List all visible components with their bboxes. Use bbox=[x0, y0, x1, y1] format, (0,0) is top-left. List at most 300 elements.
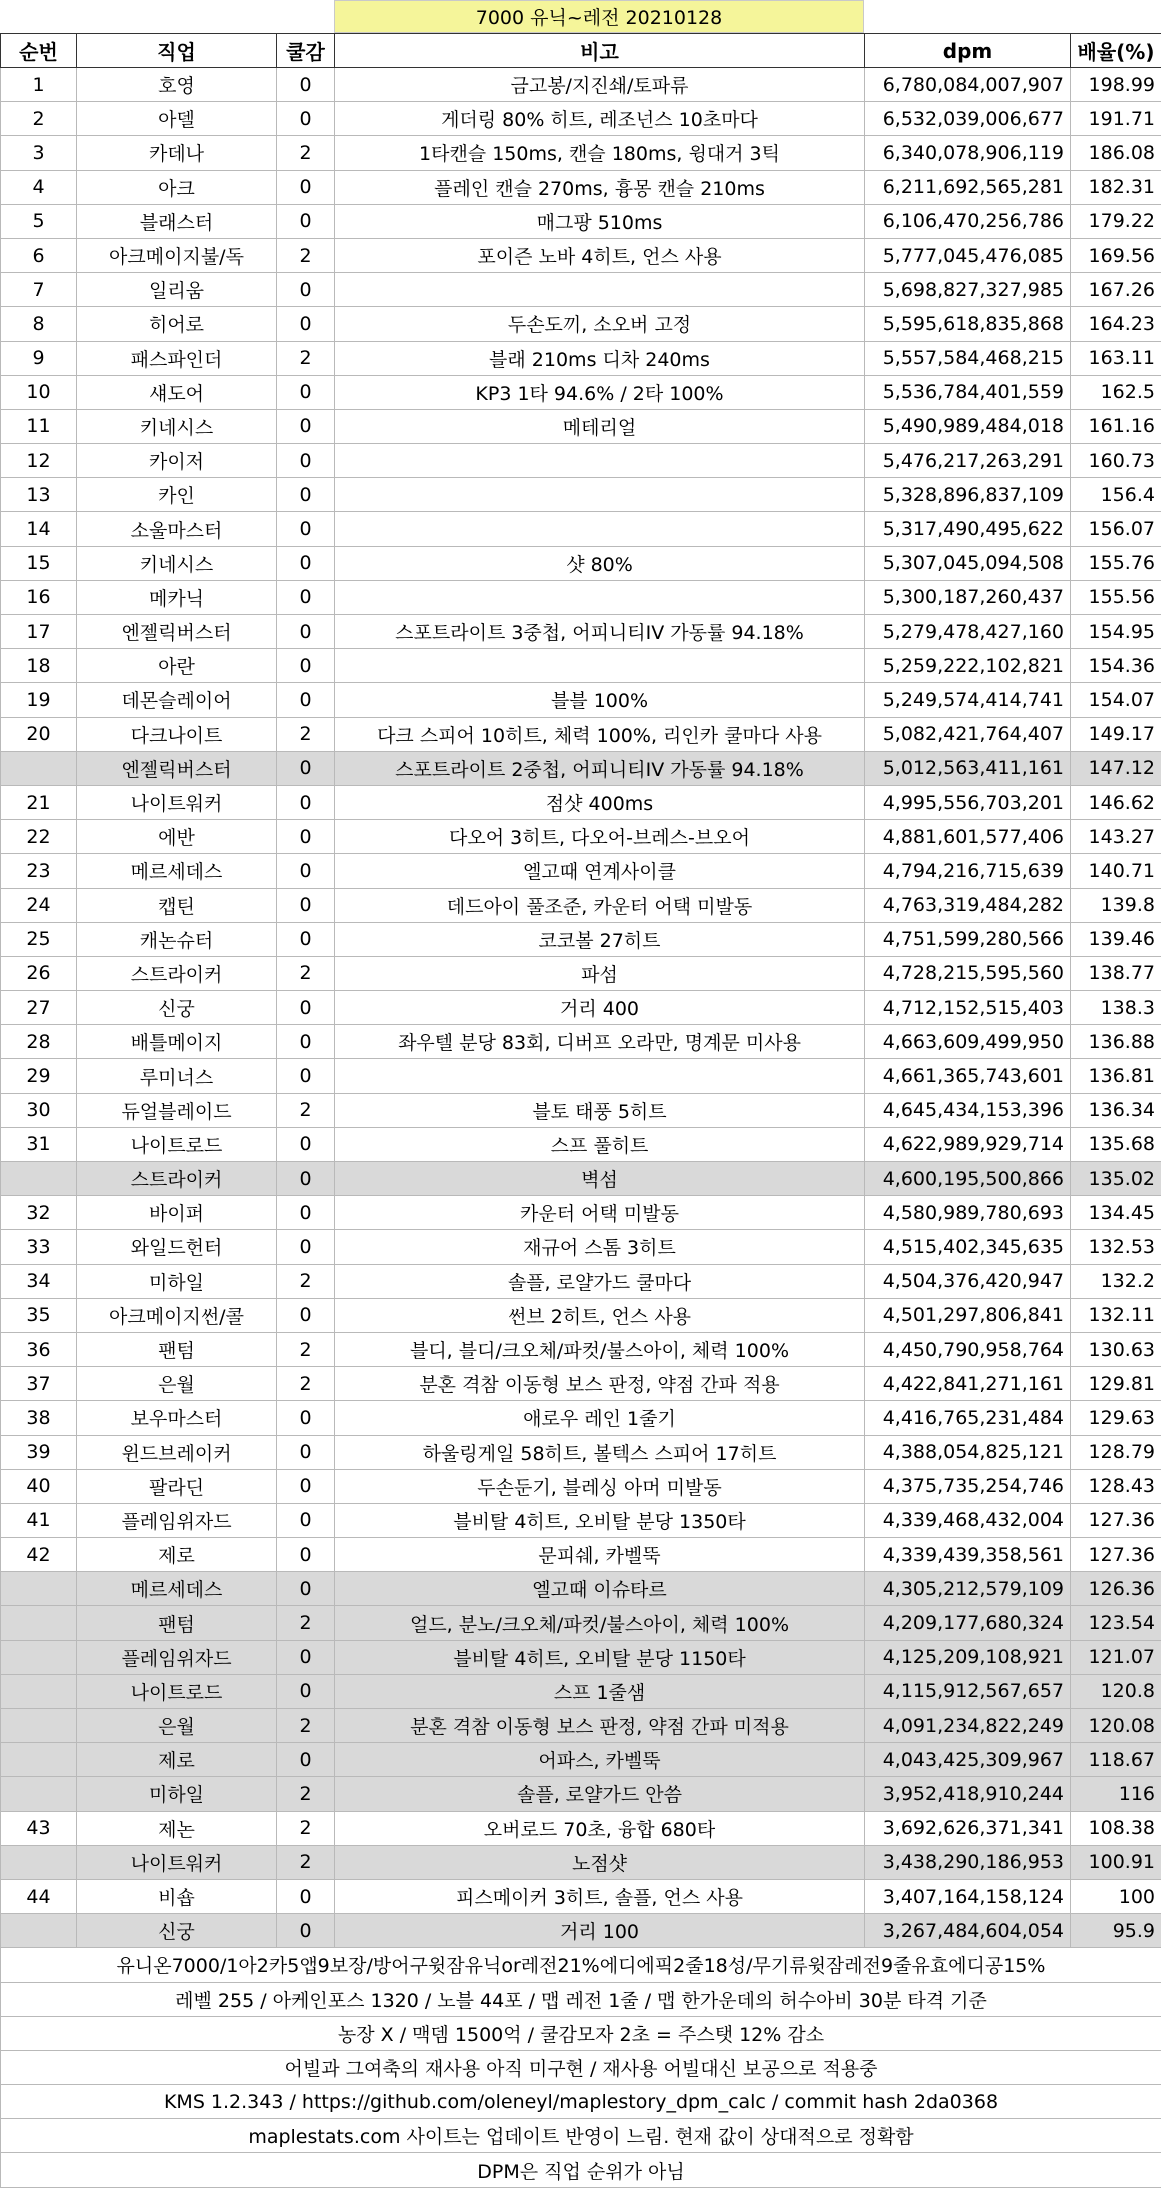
note-cell[interactable]: 하울링게일 58히트, 볼텍스 스피어 17히트 bbox=[335, 1435, 865, 1469]
footnote-text[interactable]: maplestats.com 사이트는 업데이트 반영이 느림. 현재 값이 상대적으로 정확함 bbox=[1, 2119, 1161, 2153]
job-cell[interactable]: 팬텀 bbox=[77, 1606, 277, 1640]
rank-cell[interactable] bbox=[1, 1572, 77, 1606]
job-cell[interactable]: 카인 bbox=[77, 478, 277, 512]
note-cell[interactable]: 스프 풀히트 bbox=[335, 1127, 865, 1161]
rank-cell[interactable]: 16 bbox=[1, 580, 77, 614]
dpm-cell[interactable]: 5,082,421,764,407 bbox=[865, 717, 1071, 751]
ratio-cell[interactable]: 100 bbox=[1071, 1879, 1161, 1913]
rank-cell[interactable]: 19 bbox=[1, 683, 77, 717]
note-cell[interactable]: 엘고때 연계사이클 bbox=[335, 854, 865, 888]
cooldown-cell[interactable]: 2 bbox=[277, 1093, 335, 1127]
dpm-cell[interactable]: 4,501,297,806,841 bbox=[865, 1298, 1071, 1332]
job-cell[interactable]: 스트라이커 bbox=[77, 1162, 277, 1196]
footnote-text[interactable]: DPM은 직업 순위가 아님 bbox=[1, 2153, 1161, 2187]
job-cell[interactable]: 아크메이지썬/콜 bbox=[77, 1298, 277, 1332]
job-cell[interactable]: 데몬슬레이어 bbox=[77, 683, 277, 717]
ratio-cell[interactable]: 123.54 bbox=[1071, 1606, 1161, 1640]
rank-cell[interactable] bbox=[1, 1162, 77, 1196]
dpm-cell[interactable]: 4,515,402,345,635 bbox=[865, 1230, 1071, 1264]
rank-cell[interactable]: 28 bbox=[1, 1025, 77, 1059]
job-cell[interactable]: 제로 bbox=[77, 1538, 277, 1572]
ratio-cell[interactable]: 128.79 bbox=[1071, 1435, 1161, 1469]
dpm-cell[interactable]: 4,712,152,515,403 bbox=[865, 991, 1071, 1025]
dpm-cell[interactable]: 4,622,989,929,714 bbox=[865, 1127, 1071, 1161]
job-cell[interactable]: 아크 bbox=[77, 170, 277, 204]
cooldown-cell[interactable]: 2 bbox=[277, 1606, 335, 1640]
cooldown-cell[interactable]: 0 bbox=[277, 1914, 335, 1948]
cooldown-cell[interactable]: 0 bbox=[277, 444, 335, 478]
job-cell[interactable]: 아란 bbox=[77, 649, 277, 683]
job-cell[interactable]: 제로 bbox=[77, 1743, 277, 1777]
cooldown-cell[interactable]: 0 bbox=[277, 751, 335, 785]
rank-cell[interactable]: 27 bbox=[1, 991, 77, 1025]
ratio-cell[interactable]: 154.07 bbox=[1071, 683, 1161, 717]
ratio-cell[interactable]: 198.99 bbox=[1071, 68, 1161, 102]
note-cell[interactable]: 블블 100% bbox=[335, 683, 865, 717]
note-cell[interactable]: 재규어 스톰 3히트 bbox=[335, 1230, 865, 1264]
rank-cell[interactable] bbox=[1, 1914, 77, 1948]
dpm-cell[interactable]: 5,328,896,837,109 bbox=[865, 478, 1071, 512]
rank-cell[interactable]: 24 bbox=[1, 888, 77, 922]
dpm-cell[interactable]: 5,307,045,094,508 bbox=[865, 546, 1071, 580]
cooldown-cell[interactable]: 0 bbox=[277, 785, 335, 819]
rank-cell[interactable]: 29 bbox=[1, 1059, 77, 1093]
ratio-cell[interactable]: 128.43 bbox=[1071, 1469, 1161, 1503]
note-cell[interactable]: 금고봉/지진쇄/토파류 bbox=[335, 68, 865, 102]
job-cell[interactable]: 캡틴 bbox=[77, 888, 277, 922]
footnote-text[interactable]: 어빌과 그여축의 재사용 아직 미구현 / 재사용 어빌대신 보공으로 적용중 bbox=[1, 2050, 1161, 2084]
job-cell[interactable]: 에반 bbox=[77, 820, 277, 854]
rank-cell[interactable]: 26 bbox=[1, 956, 77, 990]
note-cell[interactable]: 엘고때 이슈타르 bbox=[335, 1572, 865, 1606]
note-cell[interactable]: 점샷 400ms bbox=[335, 785, 865, 819]
note-cell[interactable]: 피스메이커 3히트, 솔플, 언스 사용 bbox=[335, 1879, 865, 1913]
ratio-cell[interactable]: 100.91 bbox=[1071, 1845, 1161, 1879]
ratio-cell[interactable]: 156.07 bbox=[1071, 512, 1161, 546]
cooldown-cell[interactable]: 0 bbox=[277, 512, 335, 546]
dpm-cell[interactable]: 5,698,827,327,985 bbox=[865, 273, 1071, 307]
job-cell[interactable]: 미하일 bbox=[77, 1777, 277, 1811]
rank-cell[interactable]: 42 bbox=[1, 1538, 77, 1572]
ratio-cell[interactable]: 191.71 bbox=[1071, 102, 1161, 136]
dpm-cell[interactable]: 4,305,212,579,109 bbox=[865, 1572, 1071, 1606]
dpm-cell[interactable]: 4,794,216,715,639 bbox=[865, 854, 1071, 888]
ratio-cell[interactable]: 161.16 bbox=[1071, 409, 1161, 443]
dpm-cell[interactable]: 4,125,209,108,921 bbox=[865, 1640, 1071, 1674]
rank-cell[interactable] bbox=[1, 1743, 77, 1777]
ratio-cell[interactable]: 169.56 bbox=[1071, 238, 1161, 272]
note-cell[interactable]: 블비탈 4히트, 오비탈 분당 1150타 bbox=[335, 1640, 865, 1674]
rank-cell[interactable]: 17 bbox=[1, 615, 77, 649]
ratio-cell[interactable]: 156.4 bbox=[1071, 478, 1161, 512]
dpm-cell[interactable]: 5,557,584,468,215 bbox=[865, 341, 1071, 375]
dpm-cell[interactable]: 4,209,177,680,324 bbox=[865, 1606, 1071, 1640]
cooldown-cell[interactable]: 0 bbox=[277, 1401, 335, 1435]
note-cell[interactable]: 거리 100 bbox=[335, 1914, 865, 1948]
cooldown-cell[interactable]: 0 bbox=[277, 102, 335, 136]
rank-cell[interactable] bbox=[1, 1606, 77, 1640]
job-cell[interactable]: 제논 bbox=[77, 1811, 277, 1845]
job-cell[interactable]: 플레임위자드 bbox=[77, 1640, 277, 1674]
job-cell[interactable]: 미하일 bbox=[77, 1264, 277, 1298]
job-cell[interactable]: 카데나 bbox=[77, 136, 277, 170]
ratio-cell[interactable]: 155.76 bbox=[1071, 546, 1161, 580]
rank-cell[interactable]: 7 bbox=[1, 273, 77, 307]
job-cell[interactable]: 패스파인더 bbox=[77, 341, 277, 375]
ratio-cell[interactable]: 120.8 bbox=[1071, 1674, 1161, 1708]
cooldown-cell[interactable]: 0 bbox=[277, 991, 335, 1025]
note-cell[interactable]: 거리 400 bbox=[335, 991, 865, 1025]
dpm-cell[interactable]: 4,645,434,153,396 bbox=[865, 1093, 1071, 1127]
cooldown-cell[interactable]: 2 bbox=[277, 1709, 335, 1743]
dpm-cell[interactable]: 3,438,290,186,953 bbox=[865, 1845, 1071, 1879]
rank-cell[interactable]: 12 bbox=[1, 444, 77, 478]
ratio-cell[interactable]: 146.62 bbox=[1071, 785, 1161, 819]
rank-cell[interactable]: 23 bbox=[1, 854, 77, 888]
job-cell[interactable]: 일리움 bbox=[77, 273, 277, 307]
cooldown-cell[interactable]: 0 bbox=[277, 1674, 335, 1708]
ratio-cell[interactable]: 139.8 bbox=[1071, 888, 1161, 922]
dpm-cell[interactable]: 5,317,490,495,622 bbox=[865, 512, 1071, 546]
rank-cell[interactable] bbox=[1, 1777, 77, 1811]
job-cell[interactable]: 메카닉 bbox=[77, 580, 277, 614]
job-cell[interactable]: 나이트로드 bbox=[77, 1127, 277, 1161]
cooldown-cell[interactable]: 0 bbox=[277, 888, 335, 922]
cooldown-cell[interactable]: 0 bbox=[277, 820, 335, 854]
job-cell[interactable]: 바이퍼 bbox=[77, 1196, 277, 1230]
dpm-cell[interactable]: 5,279,478,427,160 bbox=[865, 615, 1071, 649]
note-cell[interactable]: 포이즌 노바 4히트, 언스 사용 bbox=[335, 238, 865, 272]
cooldown-cell[interactable]: 0 bbox=[277, 1025, 335, 1059]
job-cell[interactable]: 메르세데스 bbox=[77, 1572, 277, 1606]
dpm-cell[interactable]: 4,339,439,358,561 bbox=[865, 1538, 1071, 1572]
dpm-cell[interactable]: 4,339,468,432,004 bbox=[865, 1503, 1071, 1537]
sheet-title[interactable]: 7000 유닉~레전 20210128 bbox=[334, 0, 864, 33]
cooldown-cell[interactable]: 0 bbox=[277, 1743, 335, 1777]
ratio-cell[interactable]: 132.11 bbox=[1071, 1298, 1161, 1332]
job-cell[interactable]: 아델 bbox=[77, 102, 277, 136]
cooldown-cell[interactable]: 2 bbox=[277, 1811, 335, 1845]
job-cell[interactable]: 보우마스터 bbox=[77, 1401, 277, 1435]
job-cell[interactable]: 메르세데스 bbox=[77, 854, 277, 888]
dpm-cell[interactable]: 5,777,045,476,085 bbox=[865, 238, 1071, 272]
ratio-cell[interactable]: 155.56 bbox=[1071, 580, 1161, 614]
rank-cell[interactable] bbox=[1, 1709, 77, 1743]
note-cell[interactable]: 다크 스피어 10히트, 체력 100%, 리인카 쿨마다 사용 bbox=[335, 717, 865, 751]
cooldown-cell[interactable]: 2 bbox=[277, 341, 335, 375]
ratio-cell[interactable]: 163.11 bbox=[1071, 341, 1161, 375]
note-cell[interactable]: 블디, 블디/크오체/파컷/불스아이, 체력 100% bbox=[335, 1332, 865, 1366]
cooldown-cell[interactable]: 2 bbox=[277, 1367, 335, 1401]
ratio-cell[interactable]: 118.67 bbox=[1071, 1743, 1161, 1777]
rank-cell[interactable]: 15 bbox=[1, 546, 77, 580]
rank-cell[interactable]: 31 bbox=[1, 1127, 77, 1161]
note-cell[interactable]: 블비탈 4히트, 오비탈 분당 1350타 bbox=[335, 1503, 865, 1537]
dpm-cell[interactable]: 4,661,365,743,601 bbox=[865, 1059, 1071, 1093]
ratio-cell[interactable]: 186.08 bbox=[1071, 136, 1161, 170]
cooldown-cell[interactable]: 0 bbox=[277, 546, 335, 580]
ratio-cell[interactable]: 120.08 bbox=[1071, 1709, 1161, 1743]
job-cell[interactable]: 와일드헌터 bbox=[77, 1230, 277, 1264]
rank-cell[interactable]: 40 bbox=[1, 1469, 77, 1503]
note-cell[interactable]: 데드아이 풀조준, 카운터 어택 미발동 bbox=[335, 888, 865, 922]
ratio-cell[interactable]: 108.38 bbox=[1071, 1811, 1161, 1845]
rank-cell[interactable]: 8 bbox=[1, 307, 77, 341]
ratio-cell[interactable]: 143.27 bbox=[1071, 820, 1161, 854]
note-cell[interactable] bbox=[335, 649, 865, 683]
ratio-cell[interactable]: 129.63 bbox=[1071, 1401, 1161, 1435]
rank-cell[interactable]: 10 bbox=[1, 375, 77, 409]
cooldown-cell[interactable]: 0 bbox=[277, 1640, 335, 1674]
dpm-cell[interactable]: 4,751,599,280,566 bbox=[865, 922, 1071, 956]
dpm-cell[interactable]: 5,249,574,414,741 bbox=[865, 683, 1071, 717]
cooldown-cell[interactable]: 0 bbox=[277, 478, 335, 512]
cooldown-cell[interactable]: 0 bbox=[277, 1127, 335, 1161]
rank-cell[interactable]: 2 bbox=[1, 102, 77, 136]
job-cell[interactable]: 비숍 bbox=[77, 1879, 277, 1913]
job-cell[interactable]: 다크나이트 bbox=[77, 717, 277, 751]
cooldown-cell[interactable]: 2 bbox=[277, 1777, 335, 1811]
ratio-cell[interactable]: 182.31 bbox=[1071, 170, 1161, 204]
note-cell[interactable] bbox=[335, 273, 865, 307]
header-dpm[interactable]: dpm bbox=[865, 34, 1071, 68]
job-cell[interactable]: 윈드브레이커 bbox=[77, 1435, 277, 1469]
cooldown-cell[interactable]: 0 bbox=[277, 170, 335, 204]
job-cell[interactable]: 나이트워커 bbox=[77, 1845, 277, 1879]
job-cell[interactable]: 히어로 bbox=[77, 307, 277, 341]
note-cell[interactable] bbox=[335, 580, 865, 614]
dpm-cell[interactable]: 5,536,784,401,559 bbox=[865, 375, 1071, 409]
rank-cell[interactable]: 22 bbox=[1, 820, 77, 854]
rank-cell[interactable]: 11 bbox=[1, 409, 77, 443]
rank-cell[interactable]: 25 bbox=[1, 922, 77, 956]
ratio-cell[interactable]: 149.17 bbox=[1071, 717, 1161, 751]
note-cell[interactable]: 게더링 80% 히트, 레조넌스 10초마다 bbox=[335, 102, 865, 136]
dpm-cell[interactable]: 5,259,222,102,821 bbox=[865, 649, 1071, 683]
dpm-cell[interactable]: 4,763,319,484,282 bbox=[865, 888, 1071, 922]
ratio-cell[interactable]: 154.95 bbox=[1071, 615, 1161, 649]
dpm-cell[interactable]: 5,490,989,484,018 bbox=[865, 409, 1071, 443]
rank-cell[interactable]: 34 bbox=[1, 1264, 77, 1298]
header-ratio[interactable]: 배율(%) bbox=[1071, 34, 1161, 68]
job-cell[interactable]: 블래스터 bbox=[77, 204, 277, 238]
cooldown-cell[interactable]: 0 bbox=[277, 580, 335, 614]
cooldown-cell[interactable]: 0 bbox=[277, 1162, 335, 1196]
header-rank[interactable]: 순번 bbox=[1, 34, 77, 68]
dpm-cell[interactable]: 6,340,078,906,119 bbox=[865, 136, 1071, 170]
job-cell[interactable]: 엔젤릭버스터 bbox=[77, 751, 277, 785]
dpm-cell[interactable]: 4,995,556,703,201 bbox=[865, 785, 1071, 819]
note-cell[interactable]: 얼드, 분노/크오체/파컷/불스아이, 체력 100% bbox=[335, 1606, 865, 1640]
dpm-cell[interactable]: 4,043,425,309,967 bbox=[865, 1743, 1071, 1777]
dpm-cell[interactable]: 6,780,084,007,907 bbox=[865, 68, 1071, 102]
rank-cell[interactable]: 43 bbox=[1, 1811, 77, 1845]
note-cell[interactable]: 스프 1줄샘 bbox=[335, 1674, 865, 1708]
dpm-cell[interactable]: 5,012,563,411,161 bbox=[865, 751, 1071, 785]
rank-cell[interactable]: 13 bbox=[1, 478, 77, 512]
cooldown-cell[interactable]: 0 bbox=[277, 1435, 335, 1469]
ratio-cell[interactable]: 167.26 bbox=[1071, 273, 1161, 307]
note-cell[interactable]: 블토 태풍 5히트 bbox=[335, 1093, 865, 1127]
ratio-cell[interactable]: 126.36 bbox=[1071, 1572, 1161, 1606]
note-cell[interactable]: 두손도끼, 소오버 고정 bbox=[335, 307, 865, 341]
rank-cell[interactable]: 30 bbox=[1, 1093, 77, 1127]
dpm-cell[interactable]: 3,407,164,158,124 bbox=[865, 1879, 1071, 1913]
cooldown-cell[interactable]: 0 bbox=[277, 1469, 335, 1503]
dpm-cell[interactable]: 4,600,195,500,866 bbox=[865, 1162, 1071, 1196]
cooldown-cell[interactable]: 0 bbox=[277, 409, 335, 443]
dpm-cell[interactable]: 4,388,054,825,121 bbox=[865, 1435, 1071, 1469]
job-cell[interactable]: 나이트워커 bbox=[77, 785, 277, 819]
job-cell[interactable]: 스트라이커 bbox=[77, 956, 277, 990]
note-cell[interactable]: 솔플, 로얄가드 쿨마다 bbox=[335, 1264, 865, 1298]
dpm-cell[interactable]: 6,106,470,256,786 bbox=[865, 204, 1071, 238]
note-cell[interactable]: 썬브 2히트, 언스 사용 bbox=[335, 1298, 865, 1332]
cooldown-cell[interactable]: 2 bbox=[277, 1264, 335, 1298]
rank-cell[interactable] bbox=[1, 1640, 77, 1674]
cooldown-cell[interactable]: 2 bbox=[277, 238, 335, 272]
job-cell[interactable]: 소울마스터 bbox=[77, 512, 277, 546]
job-cell[interactable]: 카이저 bbox=[77, 444, 277, 478]
footnote-text[interactable]: 유니온7000/1아2카5앱9보장/방어구윗잠유닉or레전21%에디에픽2줄18성/무기류윗잠레전9줄유효에디공15% bbox=[1, 1948, 1161, 1982]
note-cell[interactable]: 1타캔슬 150ms, 캔슬 180ms, 윙대거 3틱 bbox=[335, 136, 865, 170]
note-cell[interactable]: 좌우텔 분당 83회, 디버프 오라만, 명계문 미사용 bbox=[335, 1025, 865, 1059]
job-cell[interactable]: 루미너스 bbox=[77, 1059, 277, 1093]
ratio-cell[interactable]: 95.9 bbox=[1071, 1914, 1161, 1948]
dpm-cell[interactable]: 4,091,234,822,249 bbox=[865, 1709, 1071, 1743]
job-cell[interactable]: 나이트로드 bbox=[77, 1674, 277, 1708]
note-cell[interactable]: 애로우 레인 1줄기 bbox=[335, 1401, 865, 1435]
ratio-cell[interactable]: 121.07 bbox=[1071, 1640, 1161, 1674]
job-cell[interactable]: 신궁 bbox=[77, 1914, 277, 1948]
note-cell[interactable] bbox=[335, 478, 865, 512]
dpm-cell[interactable]: 4,580,989,780,693 bbox=[865, 1196, 1071, 1230]
job-cell[interactable]: 팔라딘 bbox=[77, 1469, 277, 1503]
dpm-cell[interactable]: 6,532,039,006,677 bbox=[865, 102, 1071, 136]
rank-cell[interactable]: 33 bbox=[1, 1230, 77, 1264]
rank-cell[interactable]: 35 bbox=[1, 1298, 77, 1332]
cooldown-cell[interactable]: 0 bbox=[277, 1538, 335, 1572]
job-cell[interactable]: 신궁 bbox=[77, 991, 277, 1025]
ratio-cell[interactable]: 160.73 bbox=[1071, 444, 1161, 478]
cooldown-cell[interactable]: 0 bbox=[277, 68, 335, 102]
dpm-cell[interactable]: 5,476,217,263,291 bbox=[865, 444, 1071, 478]
rank-cell[interactable]: 38 bbox=[1, 1401, 77, 1435]
ratio-cell[interactable]: 139.46 bbox=[1071, 922, 1161, 956]
rank-cell[interactable] bbox=[1, 751, 77, 785]
ratio-cell[interactable]: 136.34 bbox=[1071, 1093, 1161, 1127]
dpm-cell[interactable]: 3,692,626,371,341 bbox=[865, 1811, 1071, 1845]
rank-cell[interactable] bbox=[1, 1674, 77, 1708]
dpm-cell[interactable]: 6,211,692,565,281 bbox=[865, 170, 1071, 204]
cooldown-cell[interactable]: 0 bbox=[277, 649, 335, 683]
ratio-cell[interactable]: 138.3 bbox=[1071, 991, 1161, 1025]
note-cell[interactable] bbox=[335, 1059, 865, 1093]
note-cell[interactable]: 오버로드 70초, 융합 680타 bbox=[335, 1811, 865, 1845]
cooldown-cell[interactable]: 0 bbox=[277, 375, 335, 409]
cooldown-cell[interactable]: 2 bbox=[277, 956, 335, 990]
dpm-cell[interactable]: 4,504,376,420,947 bbox=[865, 1264, 1071, 1298]
dpm-cell[interactable]: 5,300,187,260,437 bbox=[865, 580, 1071, 614]
ratio-cell[interactable]: 140.71 bbox=[1071, 854, 1161, 888]
cooldown-cell[interactable]: 0 bbox=[277, 922, 335, 956]
ratio-cell[interactable]: 127.36 bbox=[1071, 1538, 1161, 1572]
note-cell[interactable]: 벽섬 bbox=[335, 1162, 865, 1196]
header-cooldown[interactable]: 쿨감 bbox=[277, 34, 335, 68]
job-cell[interactable]: 팬텀 bbox=[77, 1332, 277, 1366]
dpm-cell[interactable]: 4,450,790,958,764 bbox=[865, 1332, 1071, 1366]
note-cell[interactable]: 파섬 bbox=[335, 956, 865, 990]
cooldown-cell[interactable]: 0 bbox=[277, 1503, 335, 1537]
rank-cell[interactable]: 18 bbox=[1, 649, 77, 683]
cooldown-cell[interactable]: 0 bbox=[277, 1059, 335, 1093]
cooldown-cell[interactable]: 0 bbox=[277, 273, 335, 307]
note-cell[interactable] bbox=[335, 512, 865, 546]
dpm-cell[interactable]: 4,416,765,231,484 bbox=[865, 1401, 1071, 1435]
rank-cell[interactable]: 9 bbox=[1, 341, 77, 375]
note-cell[interactable]: KP3 1타 94.6% / 2타 100% bbox=[335, 375, 865, 409]
rank-cell[interactable]: 4 bbox=[1, 170, 77, 204]
note-cell[interactable]: 솔플, 로얄가드 안씀 bbox=[335, 1777, 865, 1811]
note-cell[interactable] bbox=[335, 444, 865, 478]
ratio-cell[interactable]: 129.81 bbox=[1071, 1367, 1161, 1401]
note-cell[interactable]: 샷 80% bbox=[335, 546, 865, 580]
rank-cell[interactable]: 5 bbox=[1, 204, 77, 238]
dpm-cell[interactable]: 3,267,484,604,054 bbox=[865, 1914, 1071, 1948]
ratio-cell[interactable]: 116 bbox=[1071, 1777, 1161, 1811]
dpm-cell[interactable]: 4,375,735,254,746 bbox=[865, 1469, 1071, 1503]
job-cell[interactable]: 키네시스 bbox=[77, 546, 277, 580]
note-cell[interactable]: 문피쉐, 카벨뚝 bbox=[335, 1538, 865, 1572]
cooldown-cell[interactable]: 0 bbox=[277, 1879, 335, 1913]
note-cell[interactable]: 스포트라이트 3중첩, 어피니티IV 가동률 94.18% bbox=[335, 615, 865, 649]
cooldown-cell[interactable]: 0 bbox=[277, 1298, 335, 1332]
dpm-cell[interactable]: 4,422,841,271,161 bbox=[865, 1367, 1071, 1401]
note-cell[interactable]: 어파스, 카벨뚝 bbox=[335, 1743, 865, 1777]
note-cell[interactable]: 스포트라이트 2중첩, 어피니티IV 가동률 94.18% bbox=[335, 751, 865, 785]
cooldown-cell[interactable]: 0 bbox=[277, 854, 335, 888]
cooldown-cell[interactable]: 2 bbox=[277, 717, 335, 751]
job-cell[interactable]: 호영 bbox=[77, 68, 277, 102]
cooldown-cell[interactable]: 2 bbox=[277, 1845, 335, 1879]
dpm-cell[interactable]: 4,115,912,567,657 bbox=[865, 1674, 1071, 1708]
cooldown-cell[interactable]: 2 bbox=[277, 136, 335, 170]
rank-cell[interactable]: 41 bbox=[1, 1503, 77, 1537]
rank-cell[interactable]: 21 bbox=[1, 785, 77, 819]
rank-cell[interactable]: 44 bbox=[1, 1879, 77, 1913]
rank-cell[interactable]: 20 bbox=[1, 717, 77, 751]
note-cell[interactable]: 플레인 캔슬 270ms, 흉몽 캔슬 210ms bbox=[335, 170, 865, 204]
rank-cell[interactable]: 36 bbox=[1, 1332, 77, 1366]
dpm-cell[interactable]: 4,663,609,499,950 bbox=[865, 1025, 1071, 1059]
cooldown-cell[interactable]: 0 bbox=[277, 1572, 335, 1606]
header-note[interactable]: 비고 bbox=[335, 34, 865, 68]
cooldown-cell[interactable]: 2 bbox=[277, 1332, 335, 1366]
footnote-text[interactable]: KMS 1.2.343 / https://github.com/oleneyl/maplestory_dpm_calc / commit hash 2da0368 bbox=[1, 2085, 1161, 2119]
ratio-cell[interactable]: 162.5 bbox=[1071, 375, 1161, 409]
header-job[interactable]: 직업 bbox=[77, 34, 277, 68]
rank-cell[interactable]: 6 bbox=[1, 238, 77, 272]
note-cell[interactable]: 블래 210ms 디차 240ms bbox=[335, 341, 865, 375]
rank-cell[interactable]: 3 bbox=[1, 136, 77, 170]
job-cell[interactable]: 은월 bbox=[77, 1367, 277, 1401]
note-cell[interactable]: 다오어 3히트, 다오어-브레스-브오어 bbox=[335, 820, 865, 854]
rank-cell[interactable]: 32 bbox=[1, 1196, 77, 1230]
rank-cell[interactable] bbox=[1, 1845, 77, 1879]
ratio-cell[interactable]: 127.36 bbox=[1071, 1503, 1161, 1537]
rank-cell[interactable]: 39 bbox=[1, 1435, 77, 1469]
job-cell[interactable]: 배틀메이지 bbox=[77, 1025, 277, 1059]
